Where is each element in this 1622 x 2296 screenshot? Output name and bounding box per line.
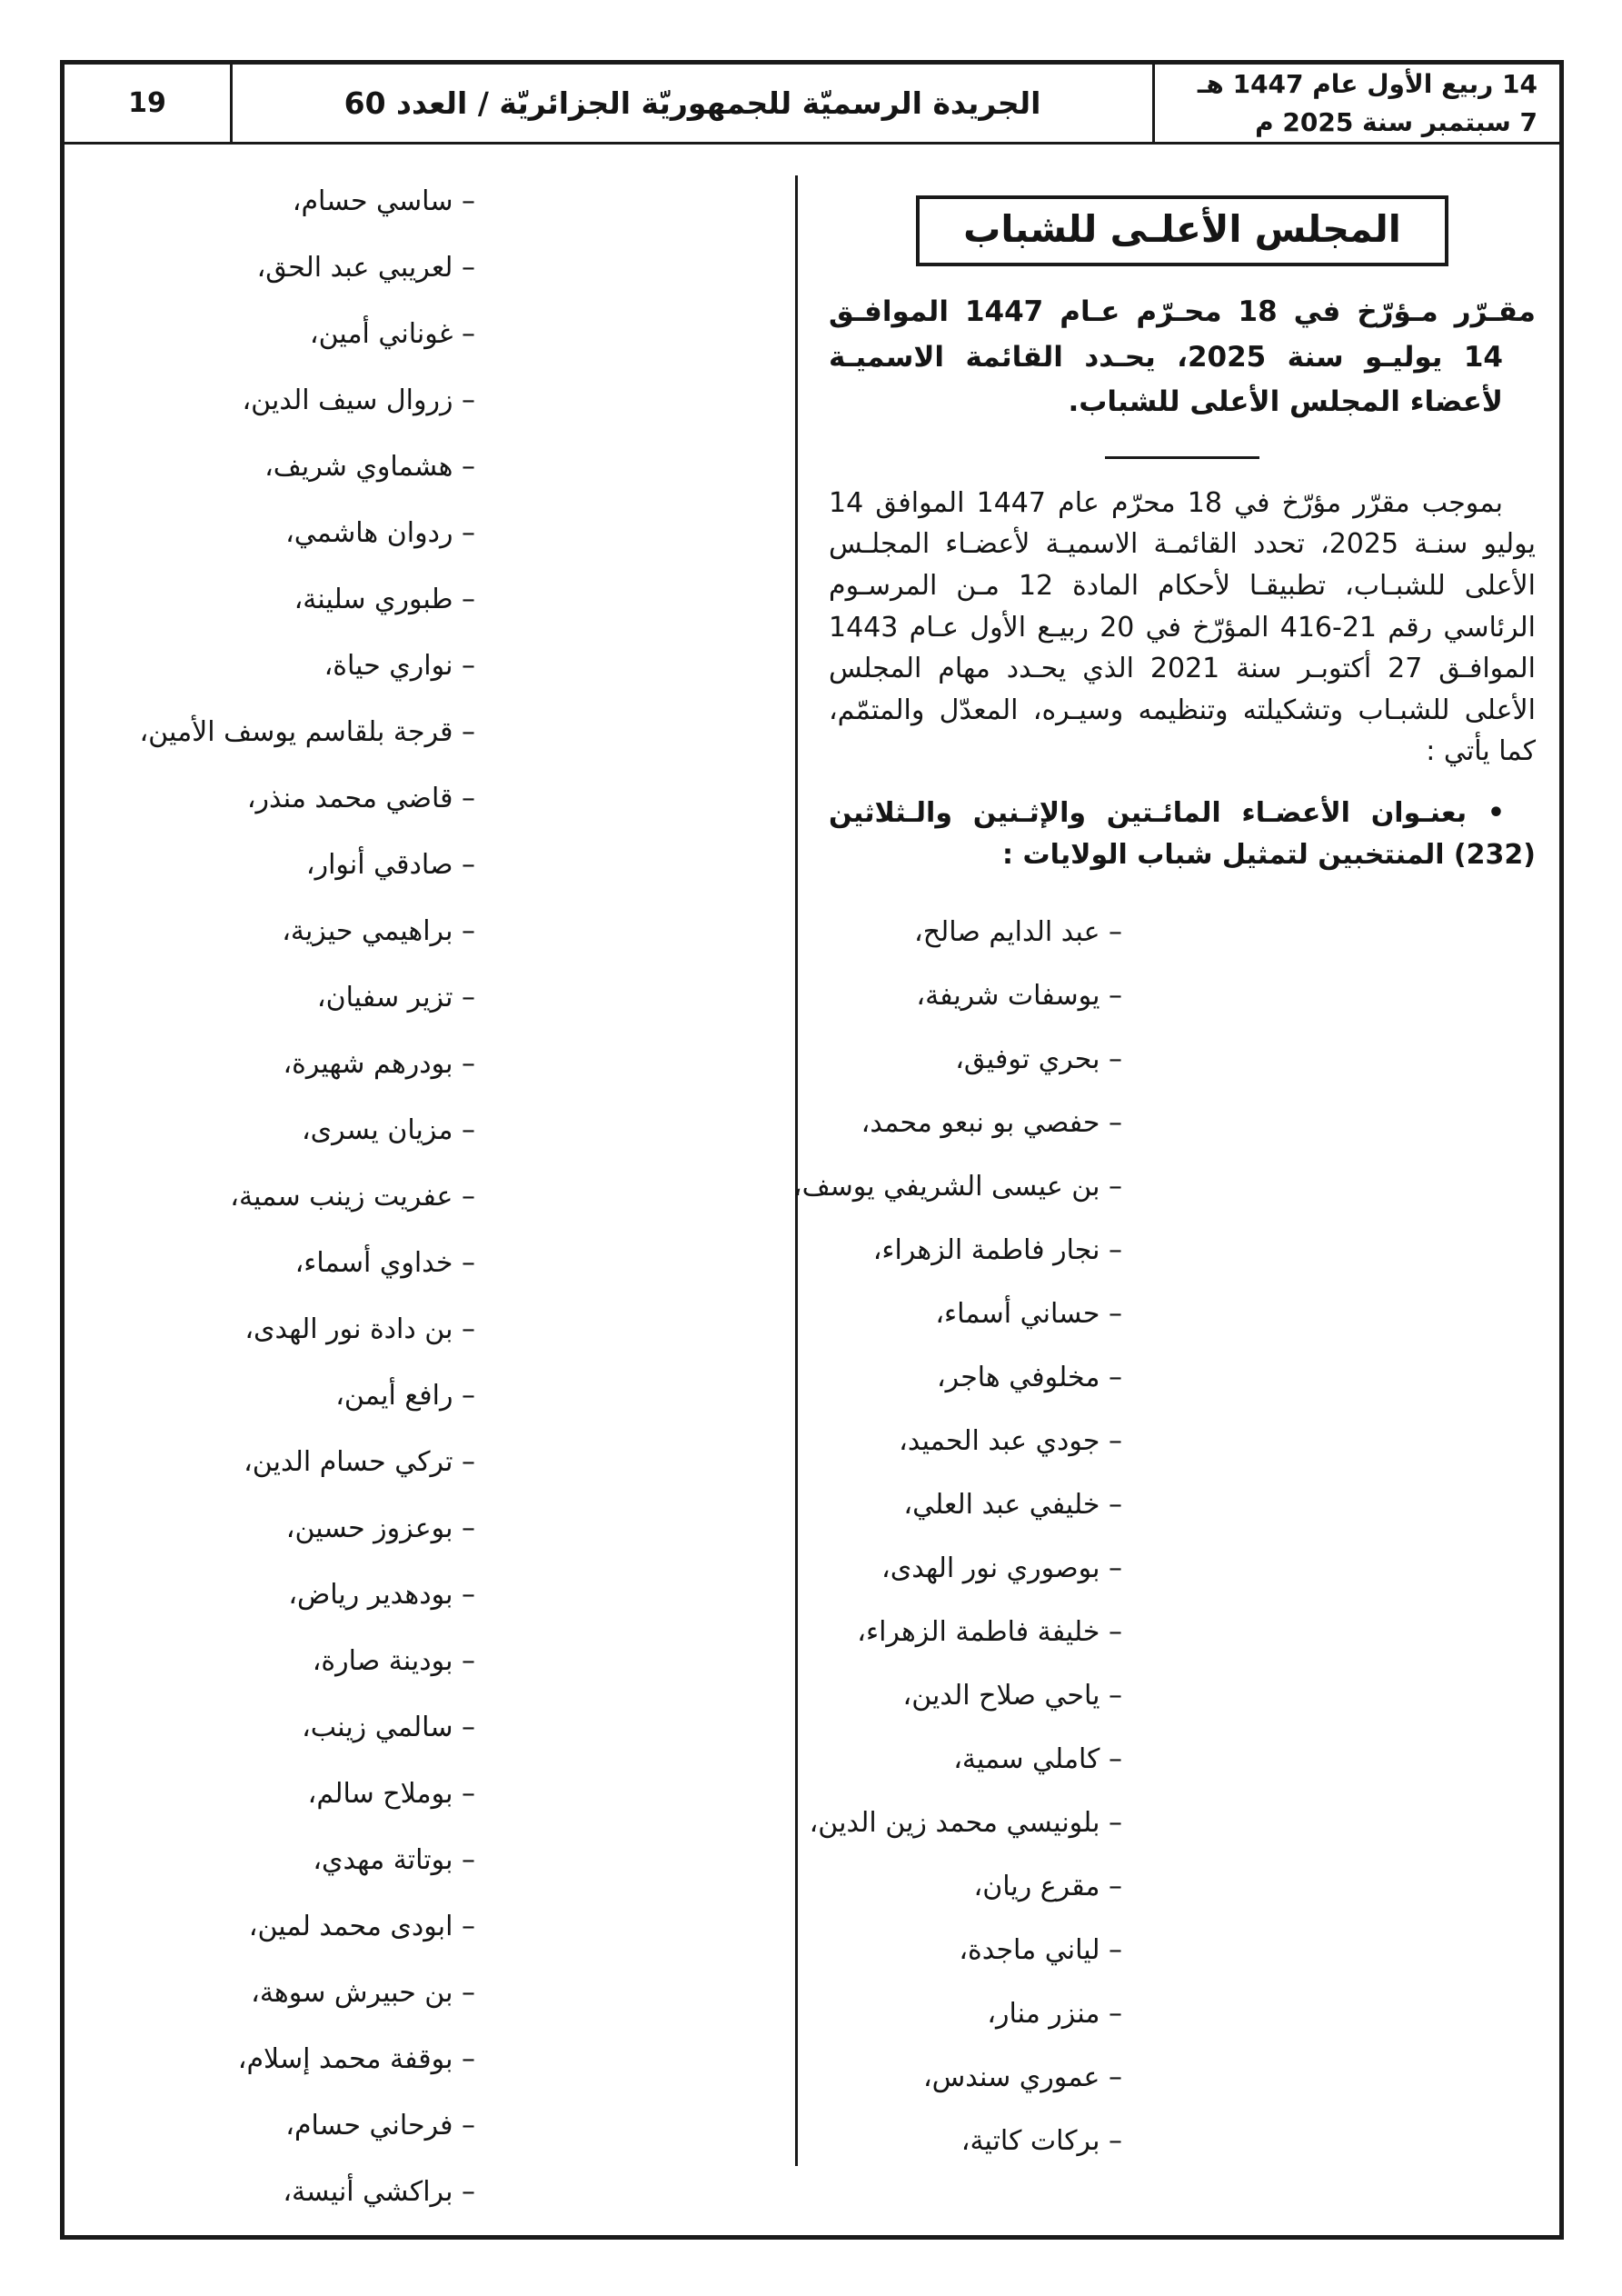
member-name: – خليفي عبد العلي، <box>903 1488 1122 1521</box>
page-content <box>65 145 1559 2235</box>
member-name: – خليفة فاطمة الزهراء، <box>857 1615 1122 1648</box>
member-name: – غوناني أمين، <box>309 318 475 350</box>
member-name: – بن حبيرش سوهة، <box>251 1977 475 2009</box>
page-frame <box>60 60 1564 2240</box>
member-name: – ياحي صلاح الدين، <box>902 1679 1122 1712</box>
member-name: – قاضي محمد منذر، <box>246 783 475 814</box>
member-name: – بودهدير رياض، <box>288 1579 475 1611</box>
member-name: – قرجة بلقاسم يوسف الأمين، <box>139 716 475 748</box>
page-header <box>65 65 1559 145</box>
member-name: – رافع أيمن، <box>335 1380 475 1412</box>
member-name: – ابودى محمد لمين، <box>248 1911 475 1942</box>
member-name: – منزر منار، <box>987 1997 1122 2030</box>
member-name: – لياني ماجدة، <box>959 1933 1122 1966</box>
page-number: 19 <box>128 87 166 119</box>
member-name: – بوقفة محمد إسلام، <box>237 2043 475 2075</box>
gazette-title: الجريدة الرسميّة للجمهوريّة الجزائريّة / العدد 60 <box>230 65 1155 142</box>
member-name: – مزيان يسرى، <box>301 1114 475 1146</box>
member-name: – عبد الدايم صالح، <box>914 915 1122 948</box>
decree-summary: مقـرّر مـؤرّخ في 18 محـرّم عـام 1447 الموافـق 14 يوليـو سنة 2025، يحـدد القائمة الاسميـة لأعضاء المجلس الأعلى للشباب. <box>829 295 1536 419</box>
date-gregorian: 7 سبتمبر سنة 2025 م <box>1255 106 1537 137</box>
member-name: – ساسي حسام، <box>292 185 475 217</box>
member-name: – ردوان هاشمي، <box>285 517 475 549</box>
member-name: – بحري توفيق، <box>955 1043 1122 1075</box>
member-name: – بودينة صارة، <box>312 1645 475 1677</box>
member-name: – طبوري سلينة، <box>294 584 475 615</box>
member-name: – حفصي بو نبعو محمد، <box>861 1106 1122 1139</box>
member-name: – بوصوري نور الهدى، <box>881 1552 1122 1584</box>
member-name: – جودي عبد الحميد، <box>899 1424 1122 1457</box>
member-name: – حساني أسماء، <box>935 1297 1122 1330</box>
member-name: – عموري سندس، <box>922 2061 1122 2093</box>
decree-body: بموجب مقرّر مؤرّخ في 18 محرّم عام 1447 الموافق 14 يوليو سنـة 2025، تحدد القائمـة الاسميـة لأعضـاء المجلـس الأعلى للشبـاب، تطبيقـا لأحكام المادة 12 مـن المرسـوم الرئاسي رقم 21-416 المؤرّخ في 20 ربيـع الأول عـام 1443 الموافـق 27 أكتوبـر سنة 2021 الذي يحـدد مهام المجلس الأعلى للشبـاب وتشكيلته وتنظيمه وسيـره، المعدّل والمتمّم، كما يأتي : <box>829 486 1537 768</box>
member-name: – نجار فاطمة الزهراء، <box>872 1233 1122 1266</box>
member-name: – صادقي أنوار، <box>305 849 475 881</box>
section-title: المجلس الأعلـى للشباب <box>963 207 1401 251</box>
member-name: – بوتاتة مهدي، <box>313 1844 475 1876</box>
section-title-box <box>916 195 1448 266</box>
member-name: – بن دادة نور الهدى، <box>244 1313 475 1345</box>
member-name: – خداوي أسماء، <box>294 1247 475 1279</box>
member-name: – مقرع ريان، <box>973 1870 1122 1902</box>
member-name: – فرحاني حسام، <box>285 2110 475 2141</box>
member-name: – بودرهم شهيرة، <box>283 1048 475 1080</box>
continuation-column <box>65 145 791 2225</box>
member-name: – تزير سفيان، <box>316 982 475 1013</box>
date-hijri: 14 ربيع الأول عام 1447 هـ <box>1197 68 1537 99</box>
member-name: – نواري حياة، <box>323 650 475 682</box>
member-name: – زروال سيف الدين، <box>242 384 475 416</box>
header-dates <box>1155 65 1559 142</box>
member-name: – سالمي زينب، <box>302 1712 475 1743</box>
member-name: – عفريت زينب سمية، <box>230 1181 475 1213</box>
members-list-first <box>792 901 1536 2173</box>
members-heading: • بعنـوان الأعضـاء المائـتين والإثـنين والـثلاثين (232) المنتخبين لتمثيل شباب الولايات : <box>829 796 1536 872</box>
member-name: – لعريبي عبد الحق، <box>256 252 475 284</box>
member-name: – بوعزوز حسين، <box>285 1512 475 1544</box>
member-name: – تركي حسام الدين، <box>244 1446 475 1478</box>
member-name: – براكشي أنيسة، <box>283 2176 475 2208</box>
members-list-continued <box>65 168 791 2225</box>
separator-rule <box>1105 456 1259 459</box>
member-name: – هشماوي شريف، <box>264 451 475 483</box>
member-name: – براهيمي حيزية، <box>282 915 475 947</box>
member-name: – بلونيسي محمد زين الدين، <box>809 1806 1122 1839</box>
member-name: – كاملي سمية، <box>953 1742 1122 1775</box>
member-name: – يوسفات شريفة، <box>916 979 1122 1012</box>
member-name: – بن عيسى الشريفي يوسف، <box>792 1170 1122 1203</box>
main-column <box>792 145 1559 2173</box>
member-name: – بركات كاتية، <box>960 2124 1122 2157</box>
member-name: – بوملاح سالم، <box>307 1778 475 1810</box>
member-name: – مخلوفي هاجر، <box>936 1361 1122 1393</box>
